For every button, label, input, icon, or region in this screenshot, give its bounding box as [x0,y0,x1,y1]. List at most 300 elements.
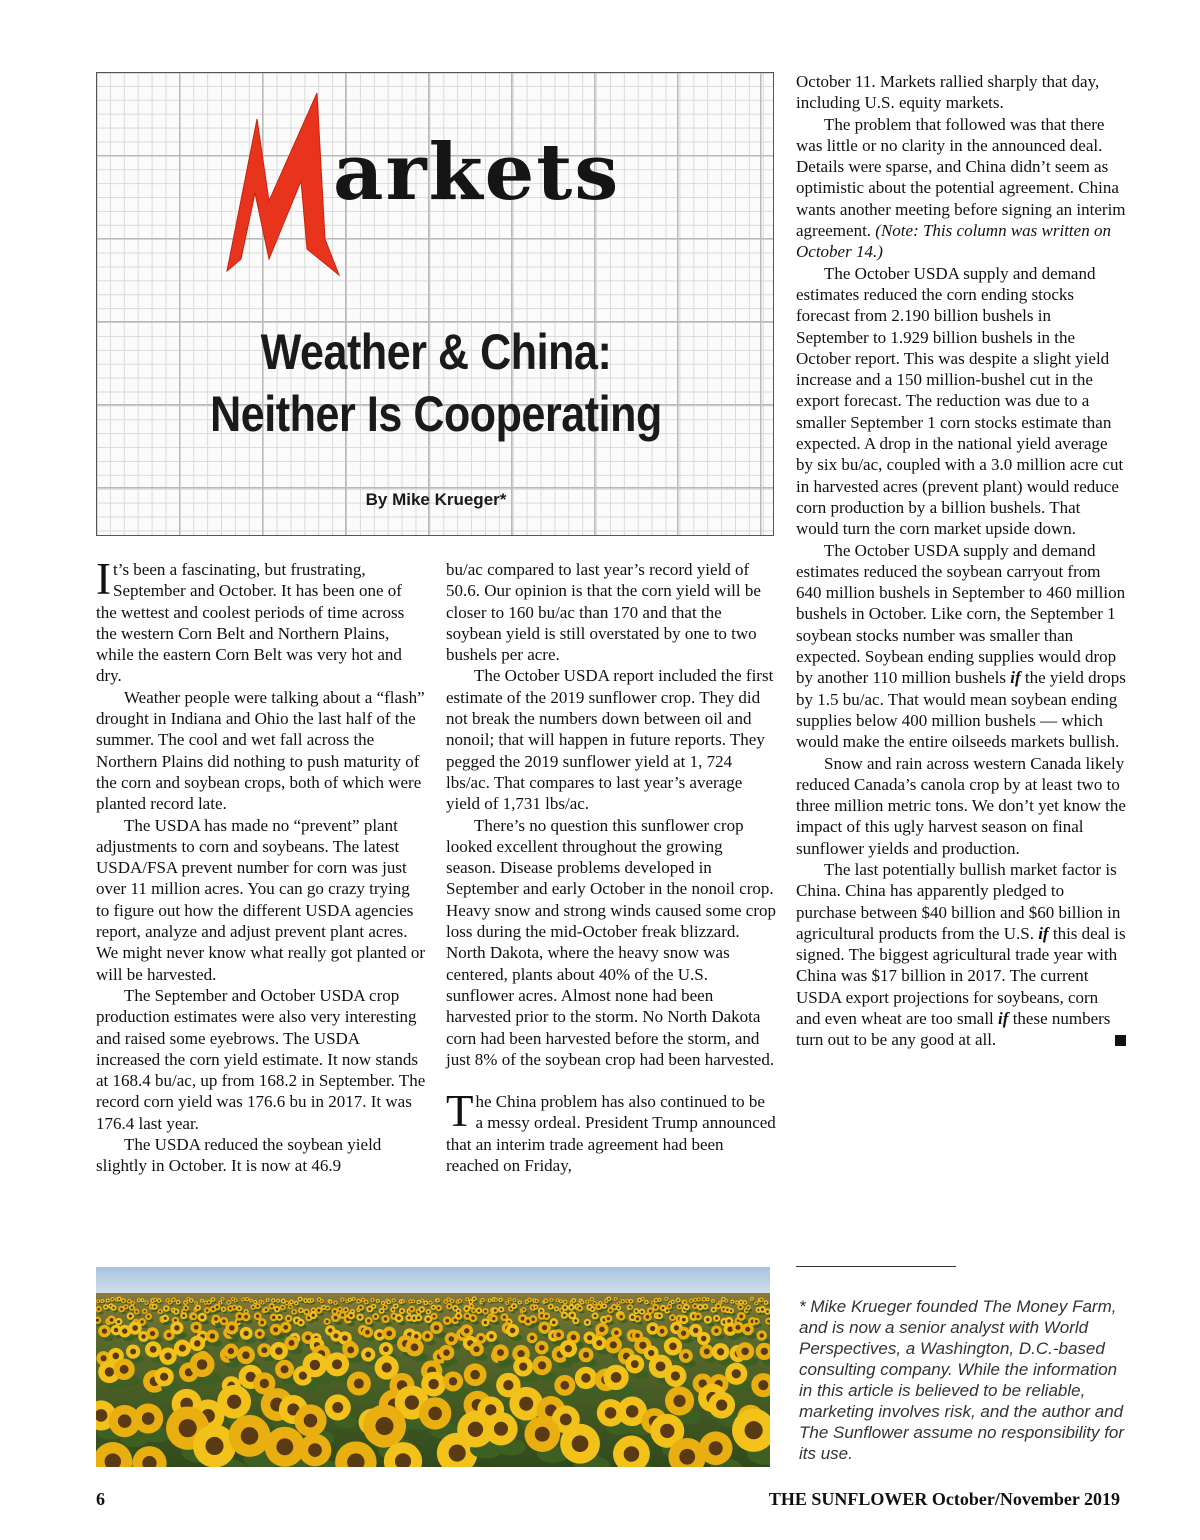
sunflower-center [321,1300,323,1302]
sunflower-center [377,1300,379,1302]
sunflower-center [586,1321,589,1324]
sunflower-center [367,1319,370,1322]
sunflower-center [519,1397,533,1411]
sunflower-center [545,1315,548,1318]
sunflower-center [539,1345,545,1351]
sunflower-center [736,1325,741,1330]
sunflower-center [349,1299,351,1301]
sunflower-center [658,1314,661,1317]
sunflower-center [613,1306,616,1309]
article-column-1 [96,554,426,1177]
sunflower-center [591,1308,593,1310]
sunflower-center [241,1427,259,1445]
sunflower-center [489,1300,491,1302]
sunflower-center [615,1298,617,1300]
sunflower-center [514,1299,516,1301]
sunflower-center [536,1300,538,1302]
sunflower-center [489,1334,494,1339]
sunflower-center [233,1306,235,1308]
sunflower-center [353,1298,355,1300]
sunflower-center [334,1333,339,1338]
sunflower-center [555,1308,557,1310]
sunflower-center [744,1302,746,1304]
sunflower-center [668,1306,670,1308]
sunflower-center [683,1353,689,1359]
sunflower-center [254,1301,256,1303]
sunflower-center [573,1299,575,1301]
sunflower-center [740,1301,742,1303]
sunflower-center [359,1316,362,1319]
sunflower-center [287,1317,290,1320]
sunflower-center [570,1314,573,1317]
sunflower-center [132,1302,134,1304]
sunflower-center [150,1331,155,1336]
sunflower-center [517,1350,524,1357]
sunflower-center [219,1302,221,1304]
markets-m-logo-icon [223,89,343,279]
sunflower-center [322,1306,324,1308]
sunflower-center [326,1307,328,1309]
editor-note: (Note: This column was written on October 14.) [796,221,1111,262]
sunflower-center [741,1347,749,1355]
sunflower-center [698,1299,700,1301]
sunflower-center [448,1305,451,1308]
sunflower-center [631,1316,634,1319]
sunflower-center [709,1441,723,1455]
sunflower-center [393,1299,395,1301]
sunflower-center [288,1340,294,1346]
sunflower-center [140,1320,143,1323]
sunflower-center [117,1320,120,1323]
sunflower-center [631,1360,639,1368]
sunflower-center [243,1299,245,1301]
sunflower-center [312,1309,314,1311]
sunflower-center [652,1302,654,1304]
sunflower-center [599,1327,605,1333]
article-column-2 [446,559,776,1176]
sunflower-center [112,1353,119,1360]
sunflower-center [727,1319,731,1323]
sunflower-center [293,1311,295,1313]
sunflower-center [722,1298,724,1300]
sunflower-center [448,1299,450,1301]
sunflower-center [745,1327,750,1332]
sunflower-center [500,1299,502,1301]
sunflower-center [432,1306,434,1308]
sunflower-center [479,1336,484,1341]
sunflower-center [730,1310,732,1312]
sunflower-center [374,1315,377,1318]
paragraph: Snow and rain across western Canada likely reduced Canada’s canola crop by at least two to three million metric tons. We don’t yet know the impact of this ugly harvest season on final sunflower yields and production. [796,753,1126,858]
sunflower-center [164,1353,171,1360]
sunflower-center [761,1308,764,1311]
sunflower-center [678,1306,680,1308]
sunflower-center [739,1315,743,1319]
sunflower-center [132,1325,138,1331]
paragraph: The September and October USDA crop production estimates were also very interesting and raised some eyebrows. The USDA increased the corn yield estimate. It now stands at 168.4 bu/ac, up from 168.2 in September. The record corn yield was 176.6 bu in 2017. It was 176.4 last year. [96,985,426,1133]
paragraph: The October USDA report included the first estimate of the 2019 sunflower crop. They did not break the numbers down between oil and nonoil; that will happen in future reports. They pegged the 2019 sunflower yield at 1, 724 lbs/ac. That compares to last year’s average yield of 1,731 lbs/ac. [446,666,774,814]
sunflower-center [154,1299,156,1301]
sunflower-center [549,1305,552,1308]
sunflower-center [696,1315,699,1318]
sunflower-center [662,1307,665,1310]
sunflower-center [471,1316,474,1319]
sunflower-center [382,1363,392,1373]
sunflower-center [699,1306,702,1309]
sunflower-center [286,1302,288,1304]
sunflower-center [408,1316,411,1319]
sunflower-center [342,1335,348,1341]
sunflower-center [656,1361,666,1371]
sunflower-center [563,1314,566,1317]
sunflower-center [304,1414,318,1428]
sunflower-center [244,1315,248,1319]
sunflower-center [755,1320,758,1323]
sunflower-center [538,1361,546,1369]
sunflower-center [694,1299,696,1301]
sunflower-center [714,1329,718,1333]
sunflower-center [349,1314,352,1317]
sunflower-center [334,1316,338,1320]
paragraph: bu/ac compared to last year’s record yield of 50.6. Our opinion is that the corn yield will be closer to 160 bu/ac than 170 and that the soybean yield is still overstated by one to two bushels per acre. [446,560,761,665]
sunflower-center [760,1333,764,1337]
sunflower-center [305,1335,310,1340]
sunflower-center [159,1310,161,1312]
sunflower-center [751,1298,753,1300]
sunflower-center [160,1373,168,1381]
sunflower-center [556,1333,561,1338]
sunflower-center [275,1347,283,1355]
sunflower-center [128,1300,130,1302]
sunflower-center [332,1359,342,1369]
sunflower-center [246,1298,248,1300]
article-column-3 [796,71,1126,1051]
sunflower-center [212,1298,214,1300]
sunflower-center [265,1308,268,1311]
sunflower-center [232,1298,234,1300]
sunflower-center [332,1402,343,1413]
sunflower-center [599,1302,601,1304]
sunflower-center [608,1298,610,1300]
drop-cap: T [446,1086,474,1137]
sunflower-center [310,1360,320,1370]
sunflower-center [639,1342,646,1349]
sunflower-center [578,1307,581,1310]
publication-footer: THE SUNFLOWER October/November 2019 [768,1489,1120,1509]
sunflower-center [682,1318,686,1322]
sunflower-center [587,1335,592,1340]
sunflower-center [618,1302,620,1304]
sunflower-center [243,1331,248,1336]
sunflower-center [758,1380,768,1390]
sunflower-center [290,1301,292,1303]
sunflower-center [165,1307,168,1310]
sunflower-center [112,1298,114,1300]
sunflower-center [635,1333,640,1338]
sunflower-center [561,1309,563,1311]
sunflower-center [660,1424,674,1438]
sunflower-center [110,1318,114,1322]
sunflower-center [421,1300,423,1302]
sunflower-center [272,1300,274,1302]
sunflower-center [503,1315,506,1318]
sunflower-center [673,1395,685,1407]
sunflower-center [118,1298,120,1300]
sunflower-center [765,1302,767,1304]
sunflower-center [654,1306,657,1309]
sunflower-center [725,1300,727,1302]
sunflower-center [437,1299,439,1301]
sunflower-center [428,1407,442,1421]
sunflower-center [494,1422,508,1436]
sunflower-center [513,1305,516,1308]
sunflower-center [620,1315,623,1318]
sunflower-center [420,1308,423,1311]
sunflower-center [767,1320,770,1323]
sunflower-center [169,1302,171,1304]
sunflower-center [335,1302,337,1304]
paragraph: There’s no question this sunflower crop looked excellent throughout the growing season. Disease problems developed in September and early October in the nonoil crop. Heavy snow and strong winds caused some crop loss during the mid-October freak blizzard. North Dakota, where the heavy snow was centered, plants about 40% of the U.S. sunflower acres. Almost none had been harvested prior to the storm. No North Dakota corn had been harvested before the storm, and just 8% of the soybean crop had been harvested. [446,815,777,1069]
sunflower-center [761,1348,768,1355]
sunflower-center [449,1445,466,1462]
sunflower-center [365,1352,371,1358]
sunflower-center [495,1299,497,1301]
sunflower-center [451,1300,453,1302]
sunflower-center [570,1306,573,1309]
sunflower-center [192,1315,195,1318]
sunflower-center [611,1372,622,1383]
sunflower-center [114,1328,118,1332]
sunflower-center [565,1345,572,1352]
sunflower-center [97,1308,100,1311]
section-banner [96,72,774,536]
sunflower-center [142,1412,155,1425]
sunflower-center [377,1332,382,1337]
sunflower-center [402,1301,404,1303]
sunflower-center [445,1319,449,1323]
sunflower-center [454,1307,457,1310]
sunflower-center [228,1301,230,1303]
sunflower-center [339,1308,341,1310]
sunflower-center [368,1308,371,1311]
sunflower-center [179,1419,197,1437]
sunflower-center [679,1449,695,1465]
sunflower-center [470,1305,472,1307]
sunflower-center [96,1319,99,1322]
sunflower-center [365,1301,367,1303]
sunflower-center [732,1301,734,1303]
sunflower-center [177,1301,179,1303]
sunflower-center [260,1321,264,1325]
sunflower-center [530,1336,535,1341]
sunflower-center [473,1298,475,1300]
sunflower-center [437,1307,440,1310]
sunflower-center [158,1300,160,1302]
paragraph: The October USDA supply and demand estimates reduced the soybean carryout from 640 million bushels in September to 460 million bushels in October. Like corn, the September 1 soybean stocks number was smaller than expected. Soybean ending supplies would drop by another 110 million bushels if the yield drops by 1.5 bu/ac. That would mean soybean ending supplies below 400 million bushels — which would make the entire oilseeds markets bullish. [796,540,1126,752]
sunflower-center [551,1299,553,1301]
sunflower-center [574,1319,577,1322]
sunflower-center [210,1333,215,1338]
sunflower-center [732,1369,741,1378]
sunflower-center [281,1306,283,1308]
sunflower-center [197,1359,208,1370]
sunflower-center [672,1301,674,1303]
sunflower-center [238,1315,242,1319]
sunflower-center [222,1298,224,1300]
sunflower-center [690,1300,692,1302]
sunflower-center [388,1301,390,1303]
sunflower-center [650,1326,655,1331]
sunflower-center [509,1299,511,1301]
sunflower-center [594,1302,596,1304]
sunflower-center [195,1302,197,1304]
sunflower-center [101,1355,107,1361]
sunflower-center [273,1327,278,1332]
sunflower-center [418,1301,420,1303]
sunflower-center [605,1407,617,1419]
sunflower-center [105,1367,114,1376]
sunflower-center [428,1379,438,1389]
sunflower-center [250,1300,252,1302]
sunflower-center [153,1305,156,1308]
sunflower-center [412,1300,414,1302]
sunflower-center [102,1329,107,1334]
sunflower-center [283,1325,288,1330]
sunflower-center [414,1334,418,1338]
sunflower-center [497,1349,504,1356]
sunflower-center [397,1316,401,1320]
sunflower-center [229,1307,232,1310]
sunflower-center [122,1300,124,1302]
sunflower-center [411,1343,419,1351]
sunflower-center [666,1309,669,1312]
sunflower-center [677,1299,679,1301]
sunflower-center [572,1435,589,1452]
sunflower-center [641,1310,644,1313]
sunflower-center [715,1317,718,1320]
sunflower-center [190,1300,192,1302]
sunflower-center [470,1370,480,1380]
sunflower-center [465,1307,468,1310]
sunflower-field-illustration [96,1267,770,1467]
sunflower-center [362,1299,364,1301]
sunflower-center [531,1318,534,1321]
sunflower-center [666,1298,668,1300]
sunflower-center [276,1308,279,1311]
sunflower-center [706,1318,709,1321]
sunflower-center [205,1437,223,1455]
sunflower-center [712,1300,714,1302]
sunflower-center [187,1298,189,1300]
sunflower-center [174,1325,180,1331]
sunflower-center [201,1300,203,1302]
sunflower-center [681,1331,686,1336]
sunflower-center [141,1334,146,1339]
sunflower-center [542,1325,547,1330]
sunflower-center [707,1299,709,1301]
sunflower-center [482,1299,484,1301]
sunflower-center [130,1349,136,1355]
sunflower-center [174,1319,177,1322]
sunflower-center [317,1309,320,1312]
section-break [446,1070,776,1091]
sunflower-center [560,1381,569,1390]
sunflower-center [107,1300,109,1302]
sunflower-center [426,1317,429,1320]
sunflower-center [278,1316,281,1319]
sunflower-center [222,1319,226,1323]
sunflower-center [347,1347,354,1354]
sunflower-center [704,1349,710,1355]
sunflower-center [384,1317,387,1320]
sunflower-center [519,1362,527,1370]
sunflower-center [457,1314,460,1317]
sunflower-center [484,1321,487,1324]
sunflower-center [216,1306,219,1309]
sunflower-center [330,1301,332,1303]
sunflower-center [484,1310,487,1313]
sunflower-center [669,1342,677,1350]
sunflower-center [425,1302,427,1304]
sunflower-center [701,1336,707,1342]
sunflower-center [626,1405,638,1417]
sunflower-center [326,1320,329,1323]
sunflower-center [443,1349,450,1356]
sunflower-center [227,1395,241,1409]
sunflower-center [671,1371,680,1380]
sunflower-center [386,1331,392,1337]
sunflower-center [281,1365,289,1373]
sunflower-center [445,1301,447,1303]
sunflower-center [300,1309,302,1311]
paragraph: October 11. Markets rallied sharply that day, including U.S. equity markets. [796,72,1100,113]
sunflower-center [466,1298,468,1300]
sunflower-center [703,1298,705,1300]
sunflower-center [197,1306,200,1309]
sunflower-center [535,1427,550,1442]
sunflower-center [282,1300,284,1302]
sunflower-center [175,1310,178,1313]
sunflower-center [449,1377,457,1385]
sunflower-center [433,1315,436,1318]
sunflower-center [299,1298,301,1300]
sunflower-center [464,1328,469,1333]
sunflower-center [394,1305,396,1307]
sunflower-center [256,1315,259,1318]
sunflower-center [457,1310,459,1312]
sunflower-center [448,1336,454,1342]
sunflower-center [523,1308,525,1310]
sunflower-center [150,1346,157,1353]
sunflower-center [341,1299,343,1301]
sunflower-center [375,1417,393,1435]
sunflower-center [194,1340,201,1347]
author-footnote: * Mike Krueger founded The Money Farm, and is now a senior analyst with World Perspectives, a Washington, D.C.-based consulting company. While the information in this article is believed to be reliable, marketing involves risk, and the author and The Sunflower assume no responsibility for its use. [799,1297,1125,1463]
sunflower-center [372,1299,374,1301]
drop-cap: I [96,554,111,604]
sunflower-center [105,1306,107,1308]
sunflower-center [261,1347,267,1353]
sunflower-center [238,1307,240,1309]
sunflower-center [597,1305,600,1308]
footnote-rule [796,1266,956,1267]
sunflower-center [630,1300,632,1302]
sunflower-center [262,1302,264,1304]
sunflower-center [583,1352,589,1358]
sunflower-center [717,1305,720,1308]
sunflower-center [345,1309,348,1312]
sunflower-center [417,1316,420,1319]
